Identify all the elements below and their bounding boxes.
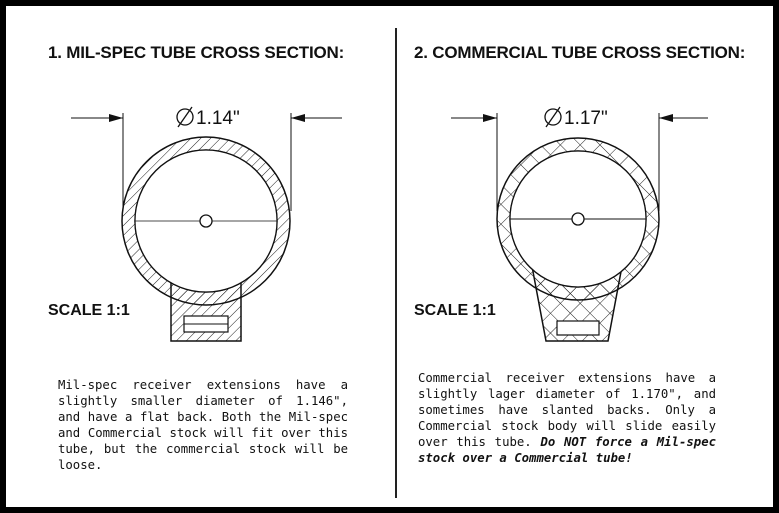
commercial-arrow-left [483, 114, 497, 122]
commercial-slot [557, 321, 599, 335]
commercial-diameter-label: 1.17" [564, 108, 608, 129]
milspec-diameter-label: 1.14" [196, 108, 240, 129]
right-panel-title: 2. COMMERCIAL TUBE CROSS SECTION: [414, 43, 746, 62]
milspec-arrow-left [109, 114, 123, 122]
diagram-frame [6, 6, 773, 507]
right-description-block [418, 370, 716, 466]
commercial-center-hole [572, 213, 584, 225]
right-scale-label: SCALE 1:1 [414, 302, 496, 319]
left-description: Mil-spec receiver extensions have a slightly smaller diameter of 1.146", and have a flat back. Both the Mil-spec and Commercial stock will fit over this tube, but the commercial stock will be loose. [58, 378, 348, 472]
milspec-center-hole [200, 215, 212, 227]
milspec-arrow-right [291, 114, 305, 122]
right-warning: Do NOT force a Mil-spec stock over a Commercial tube! [418, 435, 717, 465]
commercial-arrow-right [659, 114, 673, 122]
left-scale-label: SCALE 1:1 [48, 302, 130, 319]
right-description: Commercial receiver extensions have a slightly lager diameter of 1.170", and sometimes have slanted backs. Only a Commercial stock body will slide easily over this tube. [418, 371, 716, 449]
left-panel-title: 1. MIL-SPEC TUBE CROSS SECTION: [48, 43, 345, 62]
